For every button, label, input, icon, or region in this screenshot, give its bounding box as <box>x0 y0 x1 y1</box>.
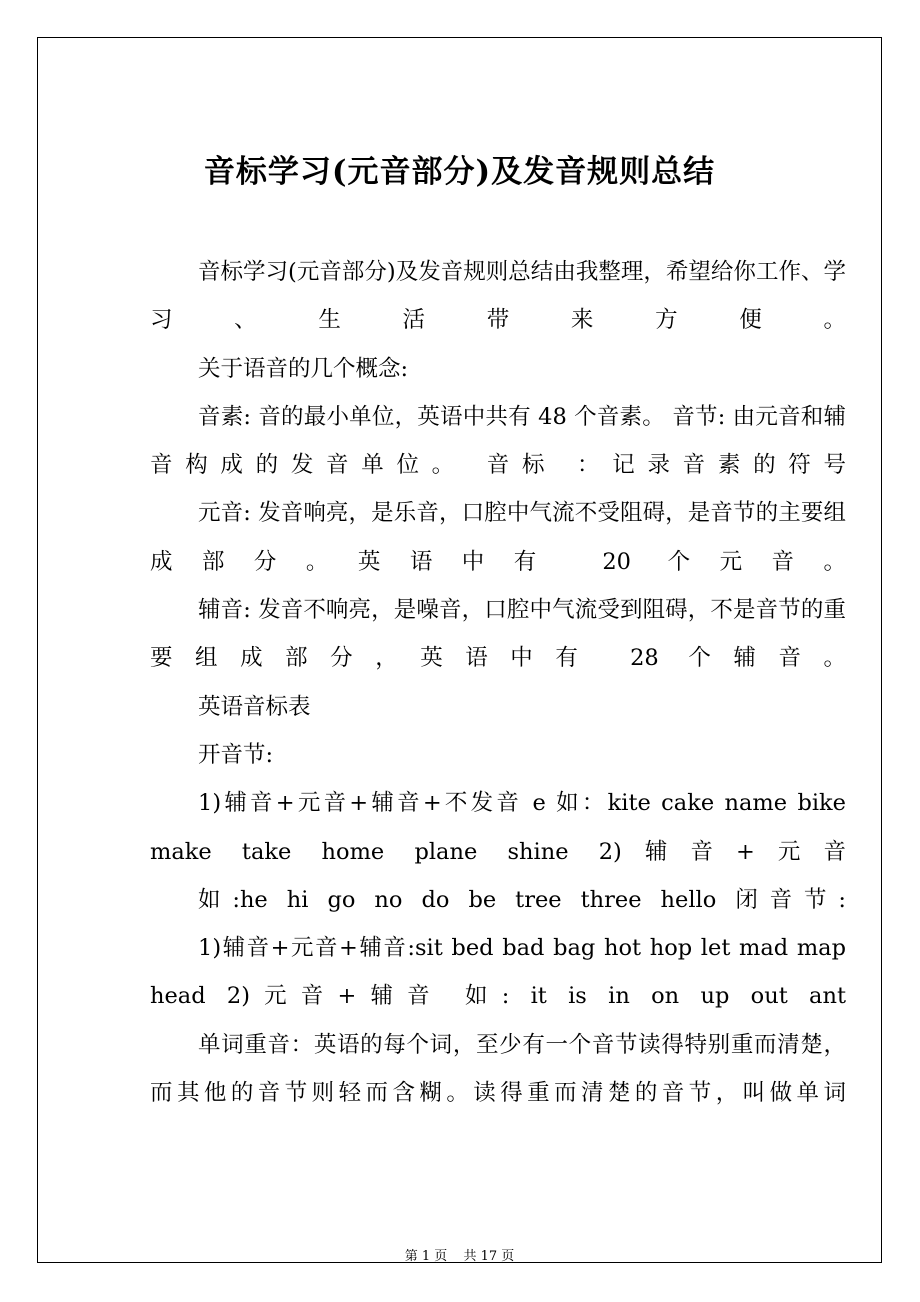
concepts-heading: 关于语音的几个概念: <box>198 355 409 382</box>
consonant-paragraph: 辅音: 发音不响亮，是噪音，口腔中气流受到阻碍，不是音节的重要组成部分，英语中有 28 个辅音。 <box>150 597 846 672</box>
page-number: 第 1 页 <box>404 1249 448 1264</box>
vowel-paragraph: 元音: 发音响亮，是乐音，口腔中气流不受阻碍，是音节的主要组成部分。英语中有 20 个元音。 <box>150 500 846 575</box>
open-syllable-heading: 开音节: <box>198 741 274 768</box>
page-total: 共 17 页 <box>463 1249 515 1264</box>
open-syllable-examples: 如:he hi go no do be tree three hello 闭音节: <box>198 886 846 913</box>
phoneme-paragraph: 音素: 音的最小单位，英语中共有 48 个音素。 音节: 由元音和辅音构成的发音单位。 音标 ：记录音素的符号 <box>150 403 846 479</box>
intro-paragraph: 音标学习(元音部分)及发音规则总结由我整理，希望给你工作、学习、生活带来方便。 <box>150 259 846 334</box>
open-syllable-rule-1: 1)辅音+元音+辅音+不发音 e 如：kite cake name bike make take home plane shine 2)辅音+元音 <box>150 790 846 865</box>
word-stress-paragraph: 单词重音：英语的每个词，至少有一个音节读得特别重而清楚，而其他的音节则轻而含糊。读得重而清楚的音节，叫做单词 <box>150 1031 846 1107</box>
closed-syllable-rules: 1)辅音+元音+辅音:sit bed bad bag hot hop let mad map head 2)元音+辅音 如: it is in on up out ant <box>150 935 846 1010</box>
document-body <box>150 248 846 1117</box>
document-page <box>37 37 882 1263</box>
document-title: 音标学习(元音部分)及发音规则总结 <box>203 154 716 190</box>
page-footer <box>38 1245 881 1264</box>
phonetic-table-heading: 英语音标表 <box>198 693 311 720</box>
